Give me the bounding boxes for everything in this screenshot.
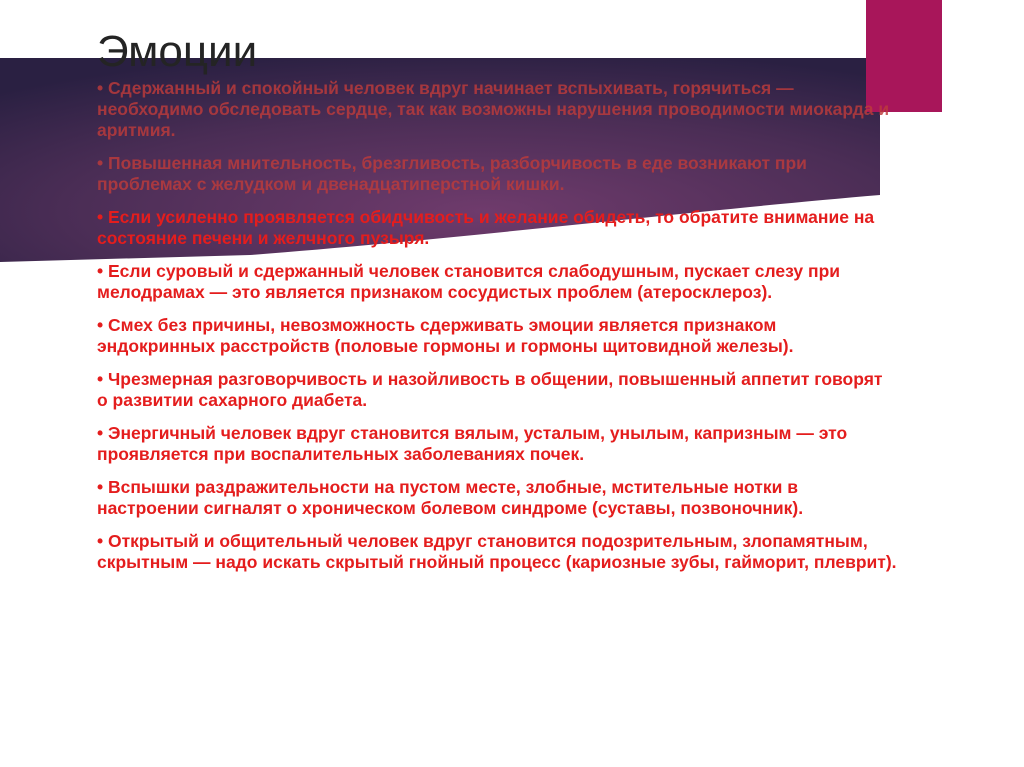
bullet-vessels: • Если суровый и сдержанный человек становится слабодушным, пускает слезу при мелодрамах — это является признаком сосудистых проблем (атеросклероз).: [97, 261, 841, 302]
bullet-liver: • Если усиленно проявляется обидчивость и желание обидеть, то обратите внимание на состояние печени и желчного пузыря.: [97, 207, 875, 248]
bullet-infection: • Открытый и общительный человек вдруг становится подозрительным, злопамятным, скрытным — надо искать скрытый гнойный процесс (кариозные зубы, гайморит, плеврит).: [97, 531, 897, 572]
bullet-endocrine: • Смех без причины, невозможность сдерживать эмоции является признаком эндокринных расстройств (половые гормоны и гормоны щитовидной железы).: [97, 315, 794, 356]
bullet-list: [97, 78, 897, 585]
bullet-kidneys: • Энергичный человек вдруг становится вялым, усталым, унылым, капризным — это проявляется при воспалительных заболеваниях почек.: [97, 423, 848, 464]
slide-title: Эмоции: [97, 27, 258, 76]
bullet-stomach: • Повышенная мнительность, брезгливость, разборчивость в еде возникают при проблемах с желудком и двенадцатиперстной кишки.: [97, 153, 807, 194]
bullet-heart: • Сдержанный и спокойный человек вдруг начинает вспыхивать, горячиться — необходимо обследовать сердце, так как возможны нарушения проводимости миокарда и аритмия.: [97, 78, 890, 140]
bullet-diabetes: • Чрезмерная разговорчивость и назойливость в общении, повышенный аппетит говорят о развитии сахарного диабета.: [97, 369, 883, 410]
bullet-pain-syndrome: • Вспышки раздражительности на пустом месте, злобные, мстительные нотки в настроении сигналят о хроническом болевом синдроме (суставы, позвоночник).: [97, 477, 804, 518]
